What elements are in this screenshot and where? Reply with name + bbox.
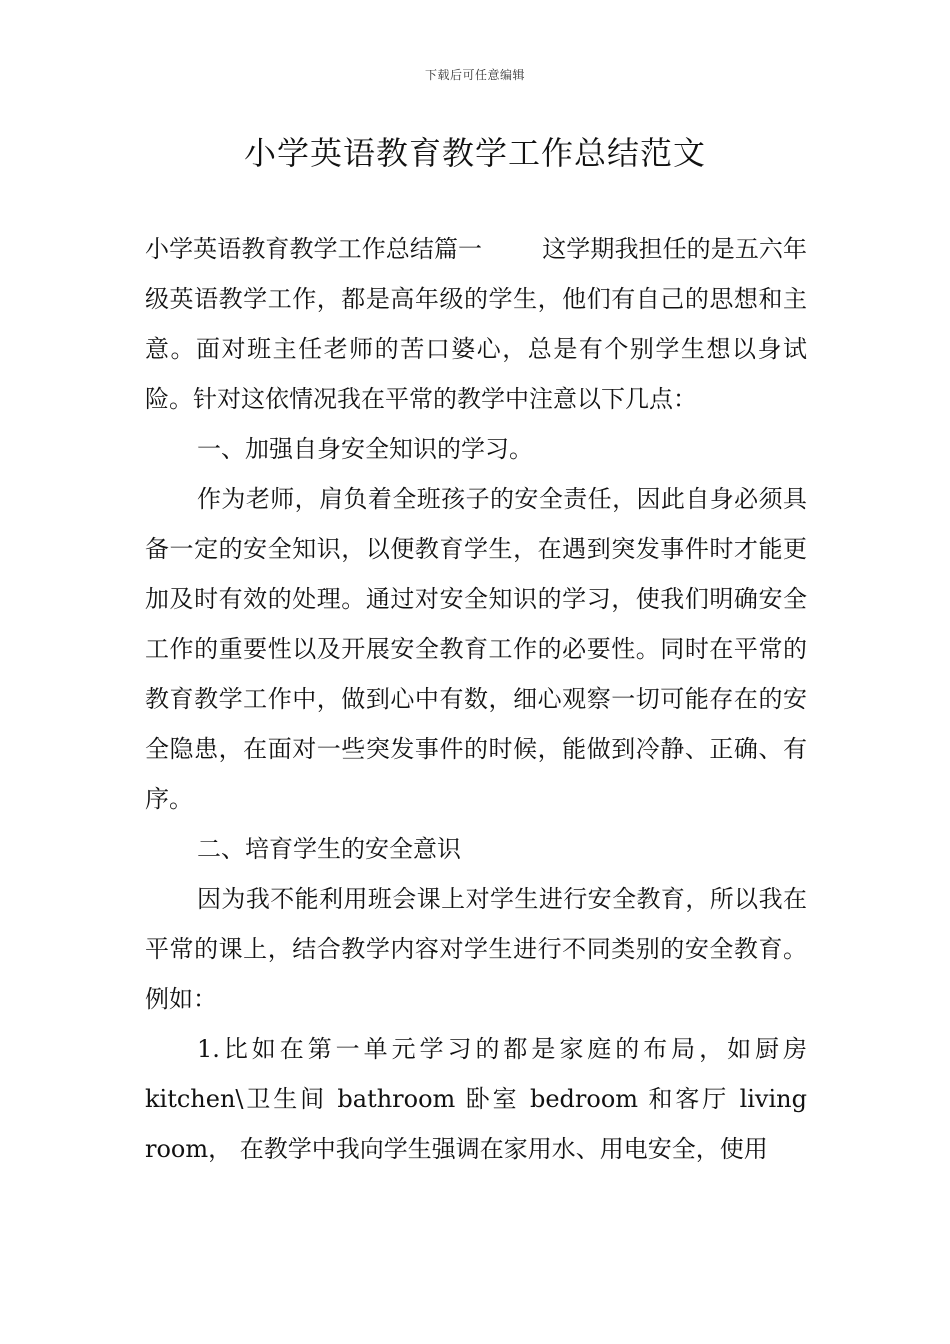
intro-text: 这学期我担任的是五六年级英语教学工作，都是高年级的学生，他们有自己的思想和主意。面对班主任老师的苦口婆心，总是有个别学生想以身试险。针对这依情况我在平常的教学中注意以下几点： [145,235,808,413]
document-body [145,224,807,1174]
section-heading-1: 一、加强自身安全知识的学习。 [197,435,533,463]
paragraph-2: 因为我不能利用班会课上对学生进行安全教育，所以我在平常的课上，结合教学内容对学生进行不同类别的安全教育。例如： [145,885,807,1013]
intro-label: 小学英语教育教学工作总结篇一 [145,235,483,263]
document-title: 小学英语教育教学工作总结范文 [243,134,706,172]
paragraph-3: 1.比如在第一单元学习的都是家庭的布局，如厨房kitchen\卫生间 bathroom 卧室 bedroom 和客厅 living room， 在教学中我向学生强调在家用水、用电安全，使用 [145,1035,807,1163]
paragraph-1: 作为老师，肩负着全班孩子的安全责任，因此自身必须具备一定的安全知识，以便教育学生，在遇到突发事件时才能更加及时有效的处理。通过对安全知识的学习，使我们明确安全工作的重要性以及开展安全教育工作的必要性。同时在平常的教育教学工作中，做到心中有数，细心观察一切可能存在的安全隐患，在面对一些突发事件的时候，能做到冷静、正确、有序。 [145,485,807,813]
header-note: 下载后可任意编辑 [424,68,525,82]
intro-paragraph [145,224,807,424]
section-heading-2: 二、培育学生的安全意识 [197,835,461,863]
